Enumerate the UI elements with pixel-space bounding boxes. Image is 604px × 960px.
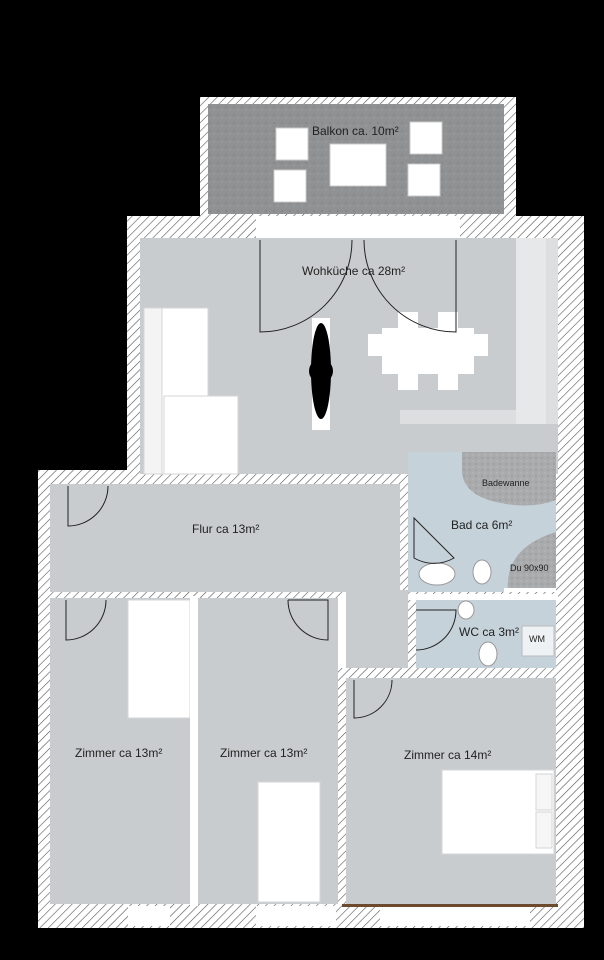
balcony-chair (274, 170, 306, 202)
balcony-chair (410, 122, 442, 154)
balcony-chair (408, 164, 440, 196)
wc-toilet (479, 642, 497, 666)
dining-table (382, 328, 474, 374)
bed-left (128, 600, 190, 718)
fixture-label-waschmaschine: WM (529, 634, 545, 644)
room-label-zimmer-right: Zimmer ca 14m² (404, 748, 492, 762)
room-label-bad: Bad ca 6m² (451, 518, 513, 532)
zimmer-right (346, 678, 556, 926)
room-label-flur: Flur ca 13m² (192, 522, 260, 536)
balcony (208, 104, 504, 214)
room-label-wohnkueche: Wohküche ca 28m² (302, 264, 406, 278)
balcony-table (330, 144, 386, 186)
wc-basin (458, 601, 474, 619)
zimmer-middle (198, 598, 338, 926)
room-label-zimmer-middle: Zimmer ca 13m² (220, 746, 308, 760)
toilet (473, 560, 491, 584)
bed-middle (258, 782, 320, 902)
room-label-wc: WC ca 3m² (459, 625, 519, 639)
room-label-balkon: Balkon ca. 10m² (312, 124, 399, 138)
balcony-chair (276, 128, 308, 160)
washbasin (419, 563, 455, 585)
room-label-zimmer-left: Zimmer ca 13m² (75, 746, 163, 760)
fixture-label-badewanne: Badewanne (482, 478, 530, 488)
zimmer-left (50, 598, 190, 926)
fixture-label-dusche: Du 90x90 (510, 563, 549, 573)
